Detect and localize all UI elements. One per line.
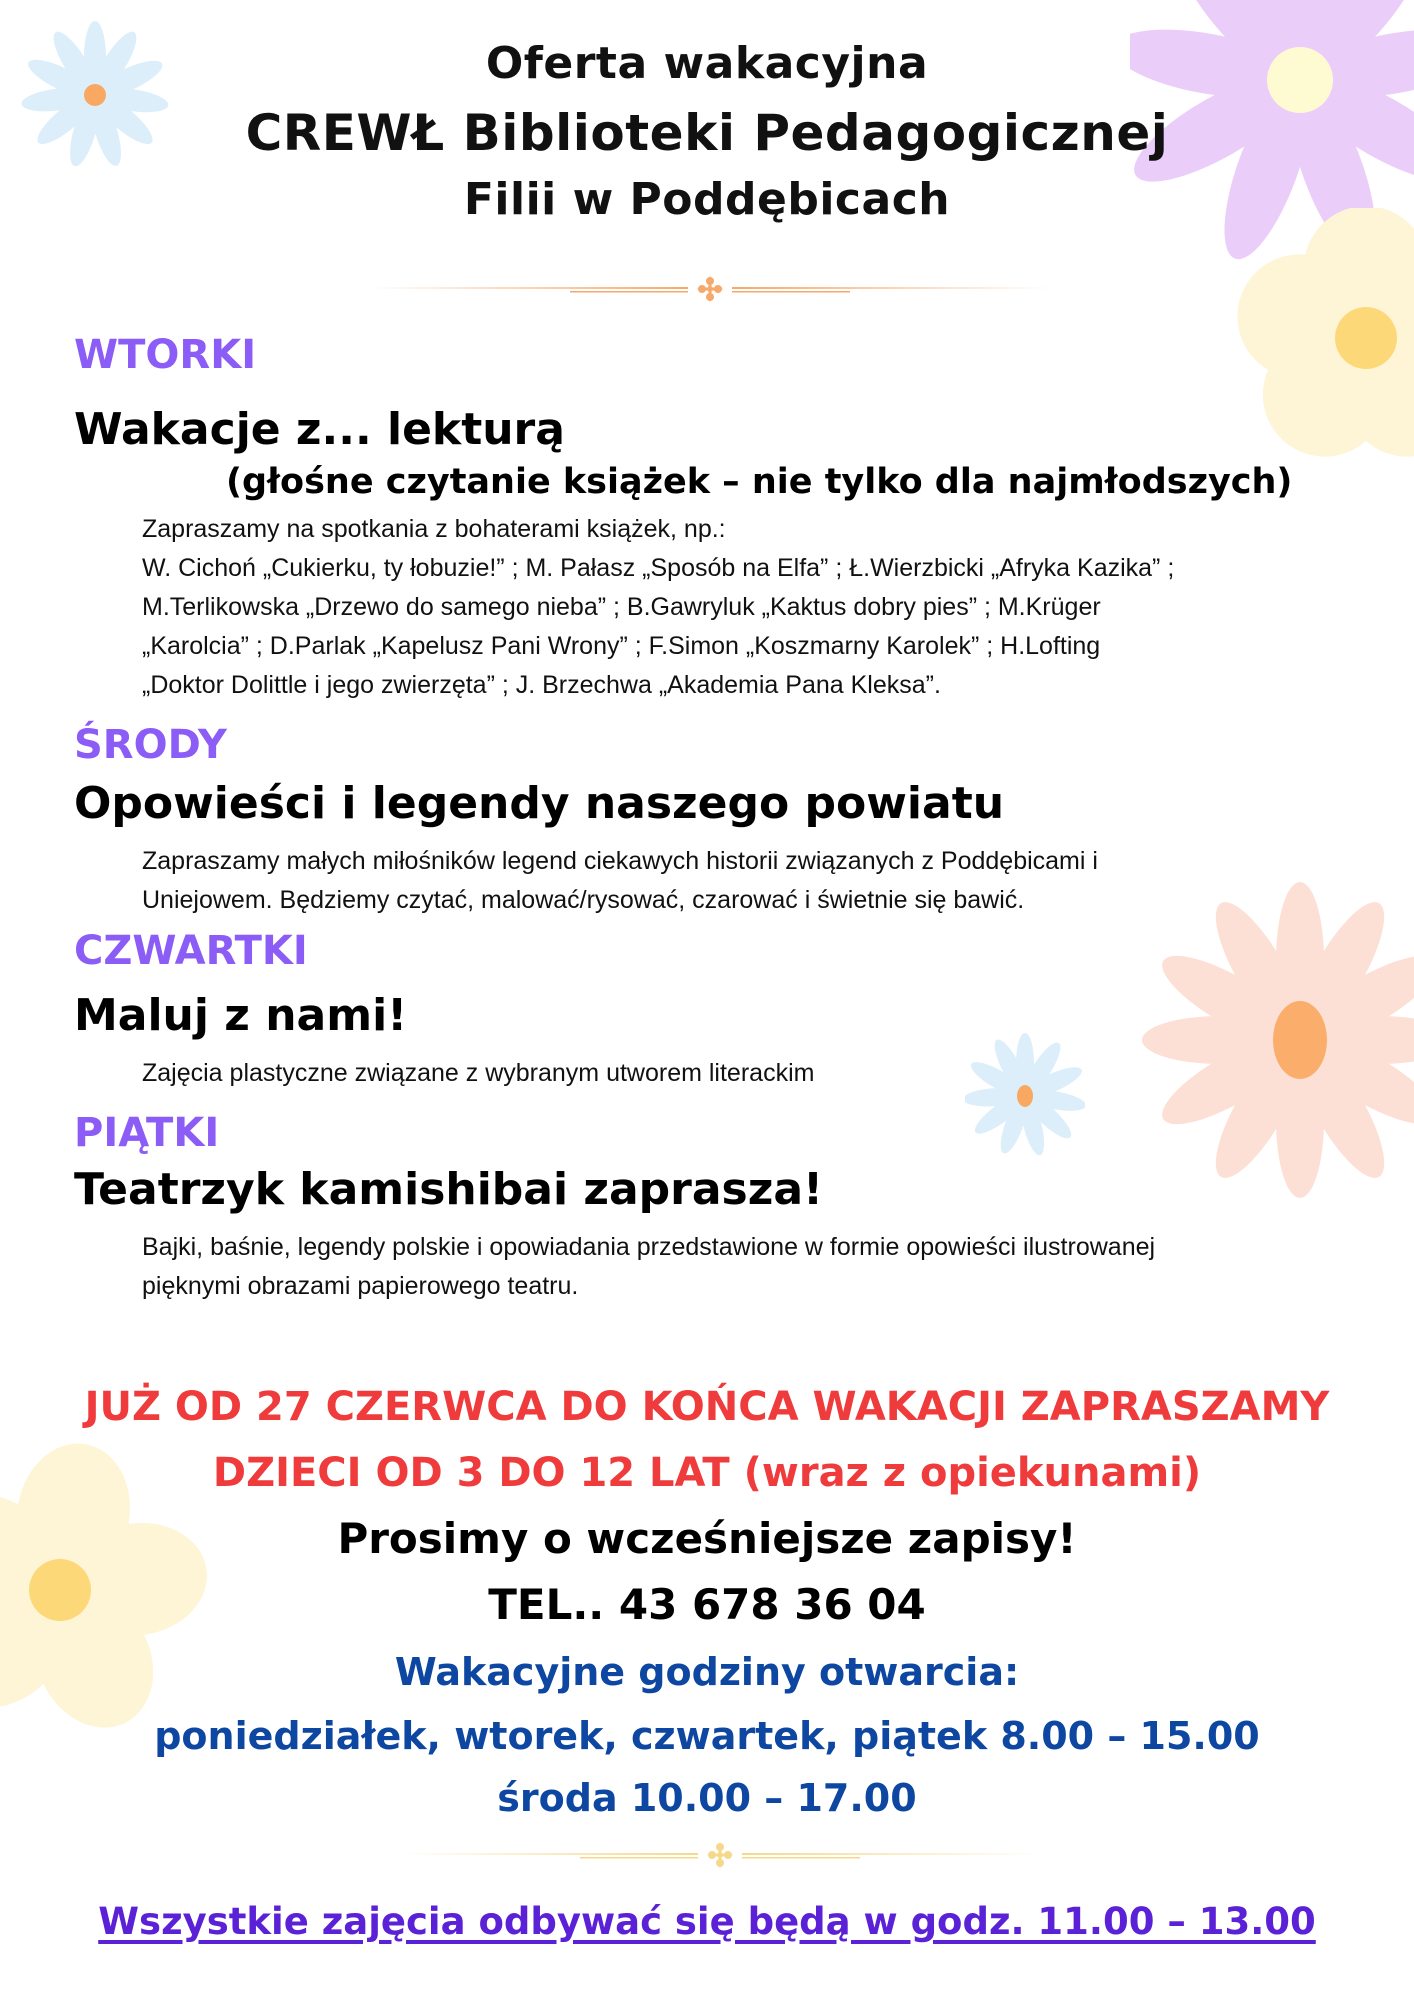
peach-daisy-right-icon bbox=[1140, 880, 1414, 1200]
body-line: Uniejowem. Będziemy czytać, malować/rysować, czarować i świetnie się bawić. bbox=[142, 886, 1025, 914]
ornament-divider-top bbox=[370, 274, 1050, 304]
section-title-wednesday: Opowieści i legendy naszego powiatu bbox=[74, 778, 1005, 829]
day-label-friday: PIĄTKI bbox=[74, 1110, 220, 1156]
body-line: M.Terlikowska „Drzewo do samego nieba” ; B.Gawryluk „Kaktus dobry pies” ; M.Krüger bbox=[142, 593, 1101, 621]
section-body-wednesday bbox=[142, 842, 1098, 920]
section-title-thursday: Maluj z nami! bbox=[74, 990, 408, 1041]
ornament-divider-bottom bbox=[400, 1840, 1040, 1870]
footer-schedule-note: Wszystkie zajęcia odbywać się będą w godz. 11.00 – 13.00 bbox=[98, 1900, 1316, 1943]
body-line: Zapraszamy na spotkania z bohaterami książek, np.: bbox=[142, 515, 726, 543]
body-line: pięknymi obrazami papierowego teatru. bbox=[142, 1272, 579, 1300]
body-line: Zapraszamy małych miłośników legend ciekawych historii związanych z Poddębicami i bbox=[142, 847, 1098, 875]
body-line: Zajęcia plastyczne związane z wybranym utworem literackim bbox=[142, 1059, 815, 1087]
day-label-tuesday: WTORKI bbox=[74, 332, 257, 378]
section-body-tuesday bbox=[142, 510, 1174, 705]
hours-title: Wakacyjne godziny otwarcia: bbox=[394, 1650, 1020, 1694]
header-line-2: CREWŁ Biblioteki Pedagogicznej bbox=[245, 104, 1169, 162]
section-body-friday bbox=[142, 1228, 1155, 1306]
body-line: „Doktor Dolittle i jego zwierzęta” ; J. Brzechwa „Akademia Pana Kleksa”. bbox=[142, 671, 941, 699]
hours-wednesday: środa 10.00 – 17.00 bbox=[497, 1776, 917, 1820]
body-line: Bajki, baśnie, legendy polskie i opowiadania przedstawione w formie opowieści ilustrowanej bbox=[142, 1233, 1156, 1261]
day-label-thursday: CZWARTKI bbox=[74, 928, 308, 974]
blue-daisy-small-icon bbox=[965, 1020, 1085, 1170]
day-label-wednesday: ŚRODY bbox=[74, 722, 227, 768]
body-line: W. Cichoń „Cukierku, ty łobuzie!” ; M. Pałasz „Sposób na Elfa” ; Ł.Wierzbicki „Afryka Kazika” ; bbox=[142, 554, 1175, 582]
section-title-friday: Teatrzyk kamishibai zaprasza! bbox=[74, 1164, 824, 1215]
header-line-1: Oferta wakacyjna bbox=[485, 38, 929, 89]
announcement-line-2: DZIECI OD 3 DO 12 LAT (wraz z opiekunami) bbox=[212, 1450, 1202, 1496]
section-title-tuesday: Wakacje z... lekturą bbox=[74, 404, 565, 455]
signup-request: Prosimy o wcześniejsze zapisy! bbox=[337, 1514, 1077, 1563]
phone-number: TEL.. 43 678 36 04 bbox=[488, 1580, 926, 1629]
yellow-flower-right-icon bbox=[1236, 208, 1414, 468]
hours-weekdays: poniedziałek, wtorek, czwartek, piątek 8.00 – 15.00 bbox=[154, 1714, 1260, 1758]
header-line-3: Filii w Poddębicach bbox=[463, 174, 951, 225]
body-line: „Karolcia” ; D.Parlak „Kapelusz Pani Wrony” ; F.Simon „Koszmarny Karolek” ; H.Lofting bbox=[142, 632, 1101, 660]
announcement-line-1: JUŻ OD 27 CZERWCA DO KOŃCA WAKACJI ZAPRASZAMY bbox=[84, 1384, 1330, 1430]
section-subtitle-tuesday: (głośne czytanie książek – nie tylko dla najmłodszych) bbox=[226, 462, 1293, 502]
section-body-thursday bbox=[142, 1054, 814, 1093]
